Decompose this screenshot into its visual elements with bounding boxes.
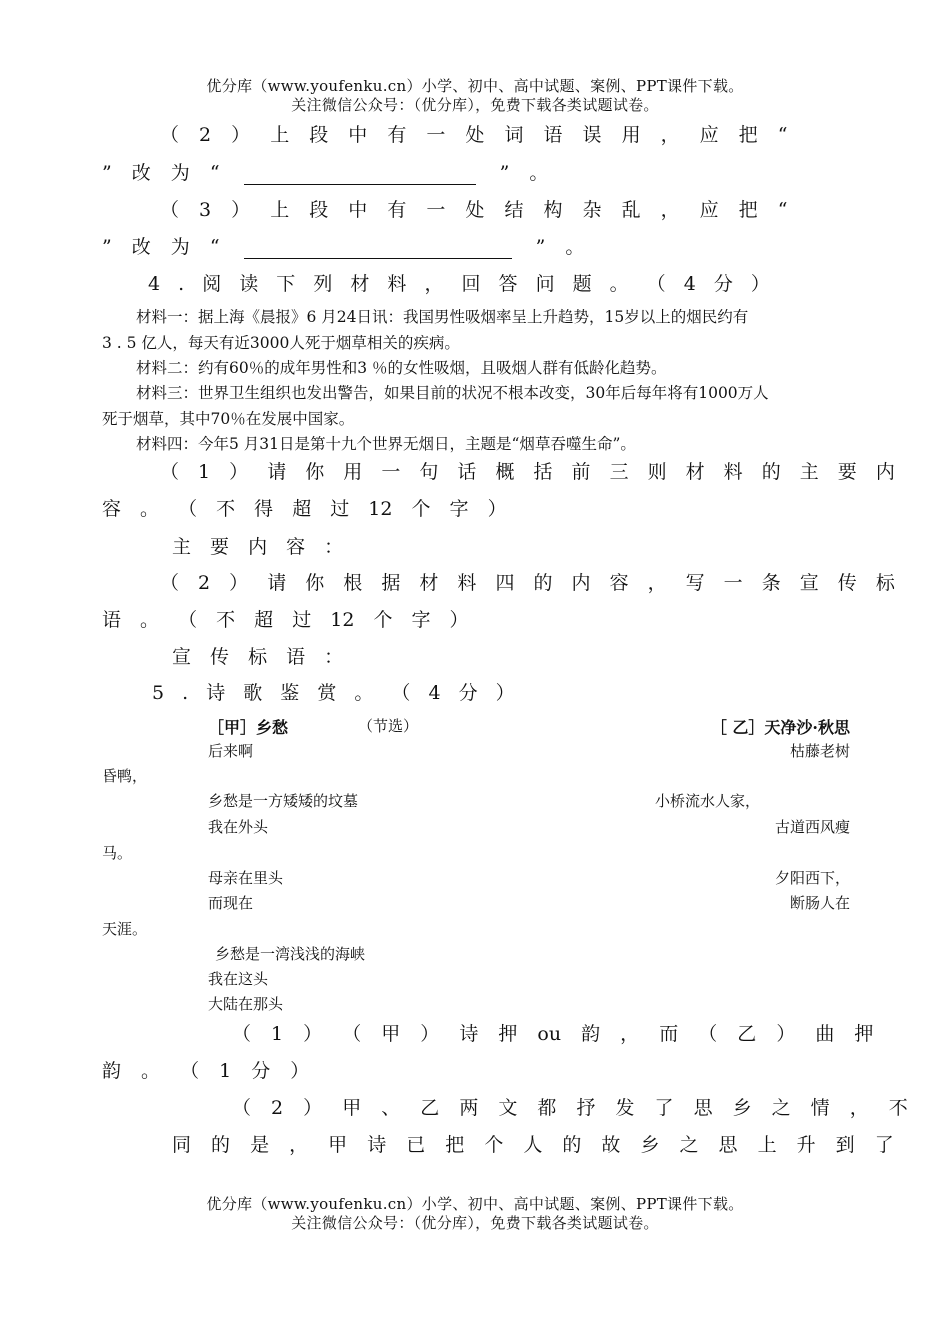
q3-sub3-prefix: ” 改 为 “ [102, 236, 220, 258]
poem-a-line-7: 我在这头 [208, 970, 269, 988]
q5-sub1-line2: 韵 。 （ 1 分 ） [102, 1060, 310, 1082]
q4-material-2: 材料二：约有60％的成年男性和3 ％的女性吸烟，且吸烟人群有低龄化趋势。 [136, 359, 667, 377]
q4-sub1-line2: 容 。 （ 不 得 超 过 12 个 字 ） [102, 498, 507, 520]
poem-a-line-3: 我在外头 [208, 818, 269, 836]
header-line-1: 优分库（www.youfenku.cn）小学、初中、高中试题、案例、PPT课件下载。 [206, 77, 744, 95]
poem-a-line-2: 乡愁是一方矮矮的坟墓 [208, 792, 359, 810]
poem-a-line-4: 母亲在里头 [208, 869, 284, 887]
q5-title: 5 . 诗 歌 鉴 赏 。 （ 4 分 ） [152, 682, 515, 704]
footer-line-2: 关注微信公众号：（优分库），免费下载各类试题试卷。 [291, 1214, 659, 1232]
poem-b-line-4: 夕阳西下， [774, 869, 850, 887]
q4-sub1-answer-label: 主 要 内 容 ： [172, 536, 344, 558]
q5-sub2-line1: （ 2 ） 甲 、 乙 两 文 都 抒 发 了 思 乡 之 情 ， 不 [232, 1097, 908, 1119]
q3-sub2-prefix: ” 改 为 “ [102, 162, 220, 184]
q3-sub3-blank[interactable] [244, 238, 512, 259]
poem-b-line-1b: 昏鸭， [102, 767, 148, 785]
q4-sub2-line1: （ 2 ） 请 你 根 据 材 料 四 的 内 容 ， 写 一 条 宣 传 标 [160, 572, 895, 594]
q4-title: 4 . 阅 读 下 列 材 料 ， 回 答 问 题 。 （ 4 分 ） [148, 273, 770, 295]
q4-sub2-line2: 语 。 （ 不 超 过 12 个 字 ） [102, 609, 469, 631]
poem-a-line-8: 大陆在那头 [208, 995, 284, 1013]
poem-a-title: ［甲］乡愁 [208, 718, 289, 737]
poem-b-line-5a: 断肠人在 [789, 894, 850, 912]
q5-sub1-line1: （ 1 ） （ 甲 ） 诗 押 ou 韵 ， 而 （ 乙 ） 曲 押 [232, 1023, 874, 1045]
q4-sub1-line1: （ 1 ） 请 你 用 一 句 话 概 括 前 三 则 材 料 的 主 要 内 [160, 461, 895, 483]
q3-sub3-line1: （ 3 ） 上 段 中 有 一 处 结 构 杂 乱 ， 应 把 “ [160, 199, 788, 221]
q4-material-1-line2: 3 . 5 亿人，每天有近3000人死于烟草相关的疾病。 [102, 334, 460, 352]
poem-b-line-5b: 天涯。 [102, 920, 148, 938]
poem-b-line-2: 小桥流水人家， [655, 792, 761, 810]
q3-sub2-suffix: ” 。 [499, 162, 549, 184]
poem-b-title: ［ 乙］天净沙·秋思 [710, 718, 850, 737]
poem-a-line-1: 后来啊 [208, 742, 254, 760]
q5-sub2-line2: 同 的 是 ， 甲 诗 已 把 个 人 的 故 乡 之 思 上 升 到 了 [172, 1134, 894, 1156]
q4-material-3-line2: 死于烟草，其中70％在发展中国家。 [102, 410, 355, 428]
poem-b-line-3a: 古道西风瘦 [774, 818, 850, 836]
q4-sub2-answer-label: 宣 传 标 语 ： [172, 646, 344, 668]
q3-sub2-line2 [102, 158, 548, 185]
q3-sub3-line2 [102, 232, 584, 259]
q3-sub3-suffix: ” 。 [535, 236, 585, 258]
q4-material-4: 材料四：今年5 月31日是第十九个世界无烟日，主题是“烟草吞噬生命”。 [136, 435, 636, 453]
q4-material-3-line1: 材料三：世界卫生组织也发出警告，如果目前的状况不根本改变，30年后每年将有1000万人 [136, 384, 769, 402]
poem-a-line-5: 而现在 [208, 894, 254, 912]
header-line-2: 关注微信公众号：（优分库），免费下载各类试题试卷。 [291, 96, 659, 114]
q4-material-1-line1: 材料一：据上海《晨报》6 月24日讯：我国男性吸烟率呈上升趋势，15岁以上的烟民约有 [136, 308, 749, 326]
footer-line-1: 优分库（www.youfenku.cn）小学、初中、高中试题、案例、PPT课件下载。 [206, 1195, 744, 1213]
poem-a-line-6: 乡愁是一湾浅浅的海峡 [215, 945, 366, 963]
poem-a-note: （节选） [358, 717, 419, 735]
q3-sub2-blank[interactable] [244, 164, 476, 185]
q3-sub2-line1: （ 2 ） 上 段 中 有 一 处 词 语 误 用 ， 应 把 “ [160, 124, 788, 146]
poem-b-line-1a: 枯藤老树 [789, 742, 850, 760]
poem-b-line-3b: 马。 [102, 844, 133, 862]
